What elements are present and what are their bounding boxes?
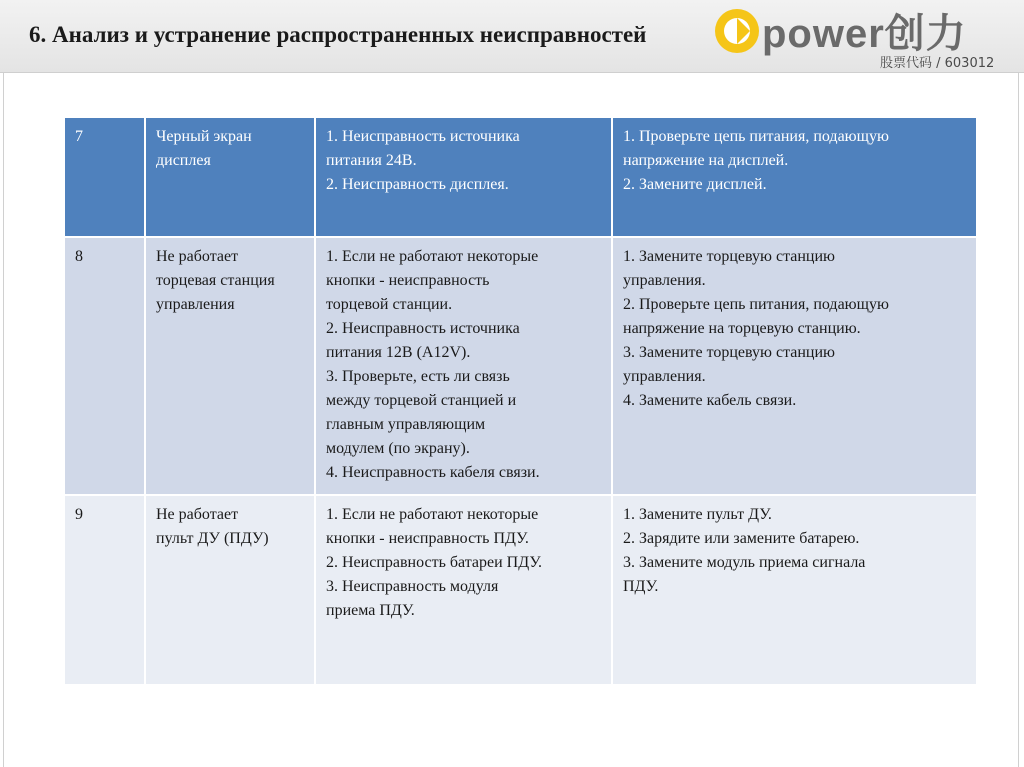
cell-text-line: управления. xyxy=(623,272,706,289)
cell-text-line: 1. Замените пульт ДУ. xyxy=(623,506,772,523)
cell-text-line: 2. Неисправность батареи ПДУ. xyxy=(326,554,543,571)
cell-text-line: питания 24В. xyxy=(326,152,417,169)
cell-text-line: 2. Зарядите или замените батарею. xyxy=(623,530,860,547)
cell-text-line: кнопки - неисправность xyxy=(326,272,490,289)
cell-text-line: 1. Если не работают некоторые xyxy=(326,248,539,265)
cell-text-line: торцевая станция xyxy=(156,272,275,289)
cell-text-line: 1. Неисправность источника xyxy=(326,128,520,145)
table-row xyxy=(64,495,977,685)
cell-text-line: 3. Замените торцевую станцию xyxy=(623,344,835,361)
causes-cell xyxy=(315,495,612,685)
cell-text-line: 1. Проверьте цепь питания, подающую xyxy=(623,128,889,145)
page-title: 6. Анализ и устранение распространенных неисправностей xyxy=(29,22,647,47)
cell-text-line: между торцевой станцией и xyxy=(326,392,517,409)
solutions-cell xyxy=(612,237,977,495)
cell-text-line: управления xyxy=(156,296,235,313)
cell-text-line: 1. Замените торцевую станцию xyxy=(623,248,835,265)
cell-text-line: пульт ДУ (ПДУ) xyxy=(156,530,269,547)
cell-text-line: напряжение на дисплей. xyxy=(623,152,789,169)
table-row xyxy=(64,237,977,495)
row-number: 9 xyxy=(64,495,145,685)
problem-cell xyxy=(145,237,315,495)
cell-text-line: приема ПДУ. xyxy=(326,602,415,619)
cell-text-line: напряжение на торцевую станцию. xyxy=(623,320,861,337)
troubleshooting-table xyxy=(63,116,978,686)
solutions-cell xyxy=(612,117,977,237)
stock-code: 股票代码 / 603012 xyxy=(880,56,995,71)
cell-text-line: 1. Если не работают некоторые xyxy=(326,506,539,523)
cell-text-line: 3. Замените модуль приема сигнала xyxy=(623,554,866,571)
cell-text-line: дисплея xyxy=(156,152,211,169)
cell-text-line: 4. Замените кабель связи. xyxy=(623,392,797,409)
cell-text-line: 4. Неисправность кабеля связи. xyxy=(326,464,540,481)
cell-text-line: ПДУ. xyxy=(623,578,659,595)
causes-cell xyxy=(315,237,612,495)
table-row xyxy=(64,117,977,237)
cell-text-line: Не работает xyxy=(156,248,239,265)
cell-text-line: Черный экран xyxy=(156,128,252,145)
solutions-cell xyxy=(612,495,977,685)
cell-text-line: главным управляющим xyxy=(326,416,486,433)
cell-text-line: 2. Неисправность источника xyxy=(326,320,520,337)
row-number: 8 xyxy=(64,237,145,495)
company-logo xyxy=(712,6,1022,70)
cell-text-line: 3. Проверьте, есть ли связь xyxy=(326,368,510,385)
cell-text-line: питания 12В (A12V). xyxy=(326,344,471,361)
problem-cell xyxy=(145,495,315,685)
cell-text-line: модулем (по экрану). xyxy=(326,440,470,457)
cell-text-line: 3. Неисправность модуля xyxy=(326,578,499,595)
right-border-line xyxy=(1018,73,1019,767)
slide-header xyxy=(0,0,1024,73)
cell-text-line: 2. Неисправность дисплея. xyxy=(326,176,509,193)
causes-cell xyxy=(315,117,612,237)
cell-text-line: управления. xyxy=(623,368,706,385)
problem-cell xyxy=(145,117,315,237)
cell-text-line: торцевой станции. xyxy=(326,296,453,313)
cell-text-line: 2. Проверьте цепь питания, подающую xyxy=(623,296,889,313)
logo-wordmark: power创力 xyxy=(762,12,967,56)
left-border-line xyxy=(3,73,4,767)
row-number: 7 xyxy=(64,117,145,237)
cell-text-line: кнопки - неисправность ПДУ. xyxy=(326,530,529,547)
cell-text-line: Не работает xyxy=(156,506,239,523)
cell-text-line: 2. Замените дисплей. xyxy=(623,176,767,193)
power-logo-icon xyxy=(712,6,762,56)
